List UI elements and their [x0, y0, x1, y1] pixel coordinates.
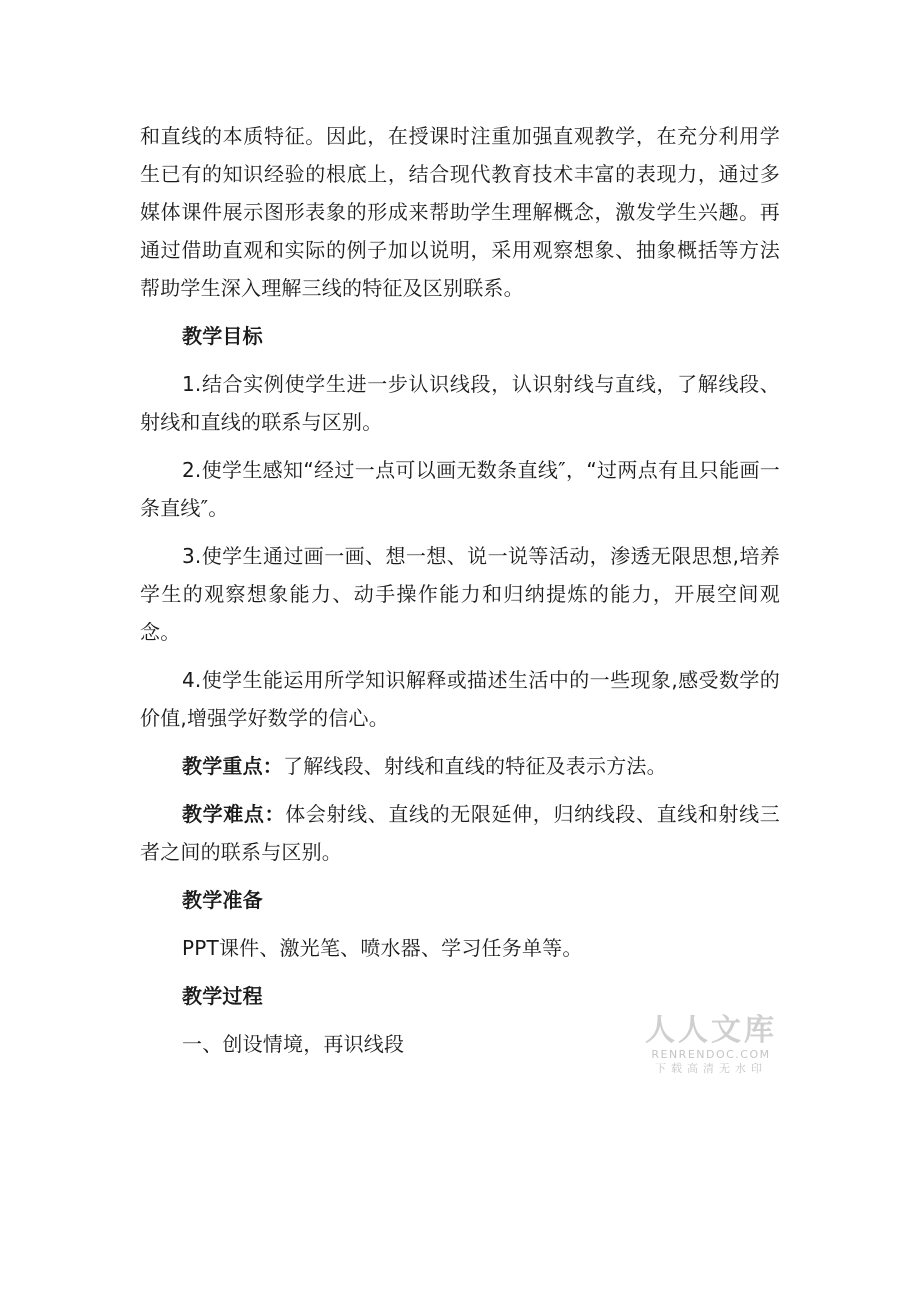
intro-paragraph: 和直线的本质特征。因此，在授课时注重加强直观教学，在充分利用学生已有的知识经验的根底上，结合现代教育技术丰富的表现力，通过多媒体课件展示图形表象的形成来帮助学生理解概念，激发学生兴趣。再通过借助直观和实际的例子加以说明，采用观察想象、抽象概括等方法帮助学生深入理解三线的特征及区别联系。 [140, 124, 780, 300]
objective-item: 1.结合实例使学生进一步认识线段，认识射线与直线，了解线段、射线和直线的联系与区别。 [140, 372, 780, 434]
watermark-sub-text: 下载高清无水印 [655, 1062, 767, 1075]
key-point-text: 了解线段、射线和直线的特征及表示方法。 [283, 754, 667, 778]
key-point-label: 教学重点： [182, 754, 283, 778]
difficult-point-label: 教学难点： [182, 802, 286, 826]
objectives-heading: 教学目标 [182, 324, 263, 348]
section-one-heading: 一、创设情境，再识线段 [182, 1032, 405, 1056]
preparation-text: PPT课件、激光笔、喷水器、学习任务单等。 [182, 936, 583, 960]
objective-item: 2.使学生感知“经过一点可以画无数条直线″，“过两点有且只能画一条直线″。 [140, 458, 780, 520]
watermark-main-text: 人人文库 [645, 1013, 777, 1048]
objective-item: 4.使学生能运用所学知识解释或描述生活中的一些现象,感受数学的价值,增强学好数学的信心。 [140, 668, 780, 730]
difficult-point-paragraph [140, 795, 780, 871]
document-body [140, 117, 780, 1073]
objective-item: 3.使学生通过画一画、想一想、说一说等活动，渗透无限思想,培养学生的观察想象能力、动手操作能力和归纳提炼的能力，开展空间观念。 [140, 544, 780, 644]
watermark-domain-text: RENRENDOC.COM [651, 1048, 771, 1061]
key-point-paragraph [140, 747, 780, 785]
difficult-point-text: 体会射线、直线的无限延伸，归纳线段、直线和射线三者之间的联系与区别。 [140, 802, 780, 864]
process-heading: 教学过程 [182, 984, 263, 1008]
preparation-heading: 教学准备 [182, 888, 263, 912]
watermark-logo [636, 1014, 786, 1076]
